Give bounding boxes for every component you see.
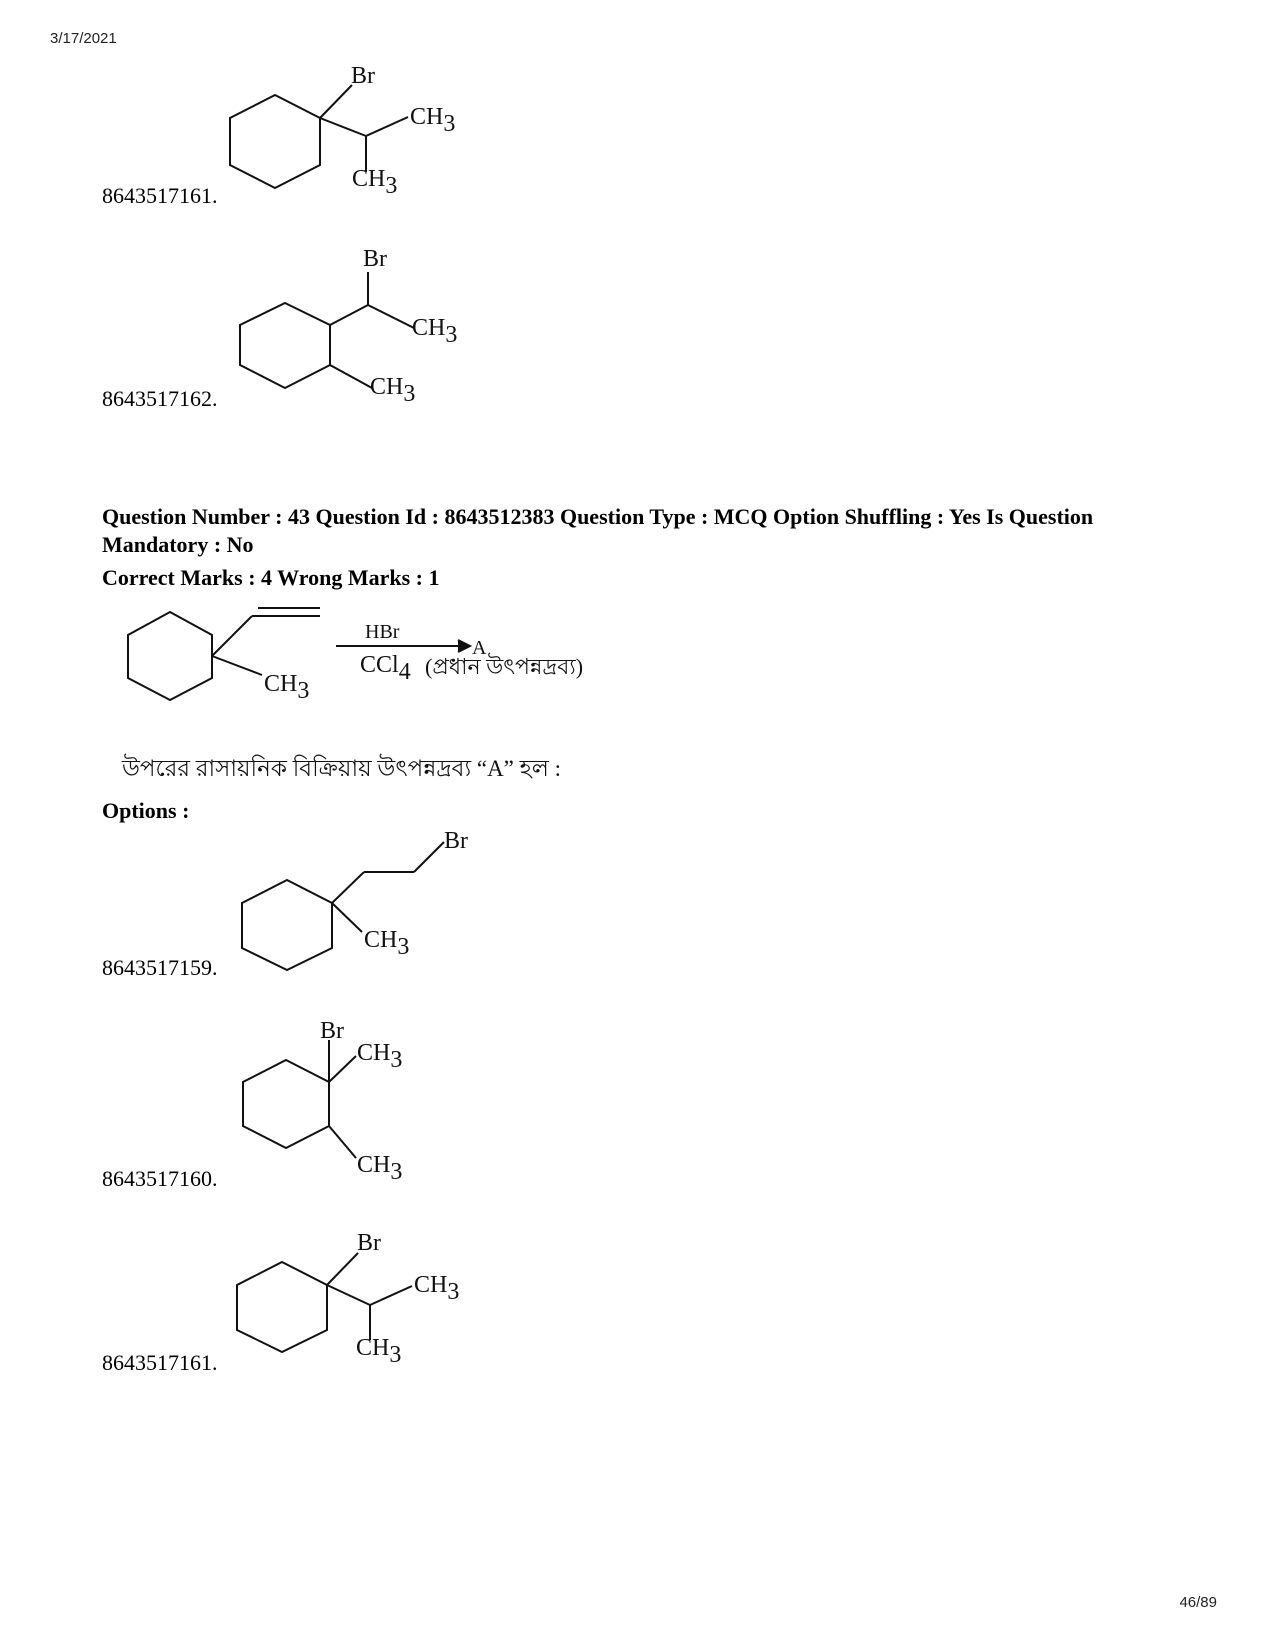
option-id: 8643517161. xyxy=(102,183,218,208)
product-a: A xyxy=(472,637,487,659)
label-ch3: CH3 xyxy=(357,1152,403,1185)
question-marks: Correct Marks : 4 Wrong Marks : 1 xyxy=(102,565,440,590)
question-text-bengali: উপরের রাসায়নিক বিক্রিয়ায় উৎপন্নদ্রব্য “A” হল : xyxy=(122,756,562,781)
label-br: Br xyxy=(357,1230,381,1256)
label-ch3: CH3 xyxy=(357,1040,403,1073)
option-id: 8643517161. xyxy=(102,1350,218,1375)
option-id: 8643517159. xyxy=(102,955,218,980)
label-br: Br xyxy=(351,63,375,89)
reagent-hbr: HBr xyxy=(365,621,400,643)
label-ch3: CH3 xyxy=(410,104,456,137)
option-id: 8643517160. xyxy=(102,1166,218,1191)
label-br: Br xyxy=(320,1018,344,1044)
label-br: Br xyxy=(363,246,387,272)
label-ch3: CH3 xyxy=(264,671,310,704)
label-ch3: CH3 xyxy=(356,1335,402,1368)
page-date: 3/17/2021 xyxy=(50,30,117,47)
option-id: 8643517162. xyxy=(102,386,218,411)
label-ch3: CH3 xyxy=(414,1272,460,1305)
label-ch3: CH3 xyxy=(364,927,410,960)
label-ch3: CH3 xyxy=(370,374,416,407)
page-number: 46/89 xyxy=(1179,1594,1217,1611)
label-ch3: CH3 xyxy=(352,166,398,199)
question-header: Question Number : 43 Question Id : 8643512383 Question Type : MCQ Option Shuffling : Yes Is Question Mandatory : No xyxy=(102,504,1094,557)
major-product-note: (প্রধান উৎপন্নদ্রব্য) xyxy=(425,654,584,679)
options-label: Options : xyxy=(102,798,190,823)
solvent-ccl4: CCl4 xyxy=(360,652,411,685)
label-br: Br xyxy=(444,828,468,854)
label-ch3: CH3 xyxy=(412,315,458,348)
